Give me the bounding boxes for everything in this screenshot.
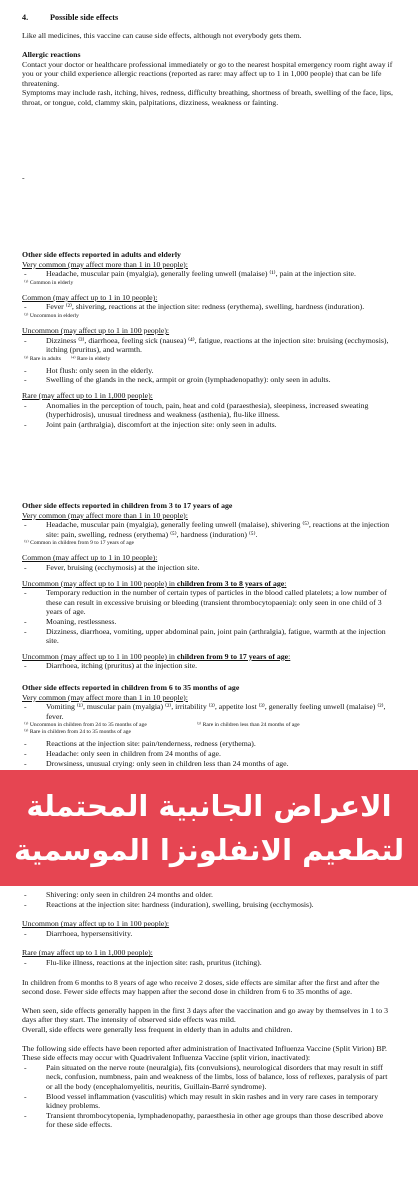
section-heading xyxy=(22,13,118,22)
children6-very-common-label: Very common (may affect more than 1 in 10 people): xyxy=(22,692,188,702)
list-item: - Shivering: only seen in children 24 months and older. xyxy=(22,890,394,900)
list-item: - Reactions at the injection site: pain/tenderness, redness (erythema). xyxy=(22,739,394,749)
list-item: - Reactions at the injection site: hardness (induration), swelling, bruising (ecchymosis). xyxy=(22,900,394,910)
intro-text: Like all medicines, this vaccine can cause side effects, although not everybody gets them. xyxy=(22,31,302,40)
banner-line-1: الاعراض الجانبية المحتملة xyxy=(26,789,392,823)
list-item: - Swelling of the glands in the neck, armpit or groin (lymphadenopathy): only seen in adults. xyxy=(22,375,394,385)
list-item: - Diarrhoea, hypersensitivity. xyxy=(22,929,394,939)
blank-dash: - xyxy=(22,173,25,182)
children3-common-label: Common (may affect up to 1 in 10 people): xyxy=(22,553,158,563)
footnote: ⁽³⁾ Rare in adults xyxy=(24,355,61,362)
footnote: ⁽¹⁾ Uncommon in children from 24 to 35 months of age xyxy=(24,722,147,729)
list-item: - Temporary reduction in the number of certain types of particles in the blood called platelets; a low number of these can result in excessive bruising or bleeding (transient thrombocytopaenia): only seen in one child of 3 years of age. xyxy=(22,588,394,617)
paragraph-timing: When seen, side effects generally happen in the first 3 days after the vaccination and go away by themselves in 1 to 3 days after they start. The intensity of observed side effects was mild. xyxy=(22,1005,388,1025)
children6-heading: Other side effects reported in children from 6 to 35 months of age xyxy=(22,683,240,692)
allergic-symptoms: Symptoms may include rash, itching, hives, redness, difficulty breathing, shortness of breath, swelling of the face, lips, throat, or tongue, cold, clammy skin, palpitations, dizziness, weakness or fainting. xyxy=(22,88,393,107)
footnote: ⁽⁵⁾ Common in children from 9 to 17 years of age xyxy=(24,540,135,547)
adults-heading: Other side effects reported in adults and elderly xyxy=(22,250,181,259)
list-item: - Drowsiness, unusual crying: only seen in children less than 24 months of age. xyxy=(22,759,394,769)
list-item: - Headache: only seen in children from 24 months of age. xyxy=(22,749,394,759)
list-item: - Dizziness, diarrhoea, vomiting, upper abdominal pain, joint pain (arthralgia), fatigue, warmth at the injection site. xyxy=(22,627,394,646)
list-item: - Blood vessel inflammation (vasculitis) which may result in skin rashes and in very rare cases in temporary kidney problems. xyxy=(22,1092,394,1111)
children6-rare-label: Rare (may affect up to 1 in 1,000 people): xyxy=(22,948,153,958)
children-6-35-continued xyxy=(22,890,394,1130)
paragraph-doses: In children from 6 months to 8 years of age who receive 2 doses, side effects are similar after the first and after the second dose. Fewer side effects may happen after the second dose in children from 6 to 35 months of age. xyxy=(22,977,380,997)
children-3-17-section xyxy=(22,501,394,671)
children3-uncommon-9-17-label: Uncommon (may affect up to 1 in 100 people) in children from 9 to 17 years of age: xyxy=(22,651,291,661)
allergic-heading: Allergic reactions xyxy=(22,50,81,59)
list-item: - Flu-like illness, reactions at the injection site: rash, pruritus (itching). xyxy=(22,958,394,968)
adults-common-label: Common (may affect up to 1 in 10 people): xyxy=(22,292,158,302)
footnote: ⁽²⁾ Uncommon in elderly xyxy=(24,312,79,319)
banner-line-2: لتطعيم الانفلونزا الموسمية xyxy=(13,833,405,867)
footnote-row xyxy=(24,356,394,363)
adults-uncommon-label: Uncommon (may affect up to 1 in 100 people): xyxy=(22,325,170,335)
list-item: - Joint pain (arthralgia), discomfort at the injection site: only seen in adults. xyxy=(22,420,394,430)
list-item: - Transient thrombocytopenia, lymphadenopathy, paraesthesia in other age groups than those described above for these side effects. xyxy=(22,1111,394,1130)
list-item: - Moaning, restlessness. xyxy=(22,617,394,627)
footnote: ⁽³⁾ Rare in children from 24 to 35 months of age xyxy=(24,729,131,736)
list-item: - Pain situated on the nerve route (neuralgia), fits (convulsions), neurological disorders that may result in stiff neck, confusion, numbness, pain and weakness of the limbs, loss of balance, loss of reflexes, paralysis of part or all the body (encephalomyelitis, neuritis, Guillain-Barré syndrome). xyxy=(22,1063,394,1092)
section-title: Possible side effects xyxy=(50,13,119,22)
paragraph-reported: The following side effects have been reported after administration of Inactivated Influenza Vaccine (Split Virion) BP. These side effects may occur with Quadrivalent Influenza Vaccine (split virion, inactivated): xyxy=(22,1043,387,1063)
children-6-35-section xyxy=(22,683,394,768)
list-item: - Fever, bruising (ecchymosis) at the injection site. xyxy=(22,563,394,573)
allergic-block xyxy=(22,50,394,108)
adults-rare-label: Rare (may affect up to 1 in 1,000 people): xyxy=(22,390,153,400)
footnote: ⁽¹⁾ Common in elderly xyxy=(24,279,74,286)
list-item: - Anomalies in the perception of touch, pain, heat and cold (paraesthesia), sleepiness, increased sweating (hyperhidrosis), unusual tiredness and weakness (asthenia), flu-like illness. xyxy=(22,401,394,420)
children3-uncommon-3-8-label: Uncommon (may affect up to 1 in 100 people) in children from 3 to 8 years of age: xyxy=(22,578,287,588)
adults-section xyxy=(22,250,394,429)
footnote: ⁽²⁾ Rare in children less than 24 months of age xyxy=(196,722,300,729)
list-item: - Vomiting ⁽¹⁾, muscular pain (myalgia) ⁽²⁾, irritability ⁽³⁾, appetite lost ⁽³⁾, generally feeling unwell (malaise) ⁽²⁾, fever. xyxy=(22,702,394,721)
adults-very-common-label: Very common (may affect more than 1 in 10 people): xyxy=(22,259,188,269)
footnote: ⁽⁴⁾ Rare in elderly xyxy=(70,355,111,362)
list-item: - Fever ⁽²⁾, shivering, reactions at the injection site: redness (erythema), swelling, hardness (induration). xyxy=(22,302,394,312)
list-item: - Headache, muscular pain (myalgia), generally feeling unwell (malaise), shivering ⁽⁵⁾, reactions at the injection site: pain, swelling, redness (erythema) ⁽⁵⁾, hardness (induration) ⁽⁵⁾. xyxy=(22,520,394,539)
list-item: - Dizziness ⁽³⁾, diarrhoea, feeling sick (nausea) ⁽⁴⁾, fatigue, reactions at the injection site: bruising (ecchymosis), itching (pruritus), and warmth. xyxy=(22,336,394,355)
arabic-title-banner xyxy=(0,770,418,886)
paragraph-overall: Overall, side effects were generally less frequent in elderly than in adults and children. xyxy=(22,1024,293,1034)
list-item: - Diarrhoea, itching (pruritus) at the injection site. xyxy=(22,661,394,671)
allergic-text: Contact your doctor or healthcare professional immediately or go to the nearest hospital emergency room right away if you or your child experience allergic reactions (reported as rare: may affect up to 1 in 1,000 people) that can be life threatening. xyxy=(22,59,393,88)
children6-uncommon-label: Uncommon (may affect up to 1 in 100 people): xyxy=(22,919,170,929)
children3-heading: Other side effects reported in children from 3 to 17 years of age xyxy=(22,501,233,510)
children3-very-common-label: Very common (may affect more than 1 in 10 people): xyxy=(22,510,188,520)
section-number: 4. xyxy=(22,13,29,22)
list-item: - Headache, muscular pain (myalgia), generally feeling unwell (malaise) ⁽¹⁾, pain at the injection site. xyxy=(22,269,394,279)
list-item: - Hot flush: only seen in the elderly. xyxy=(22,366,394,376)
